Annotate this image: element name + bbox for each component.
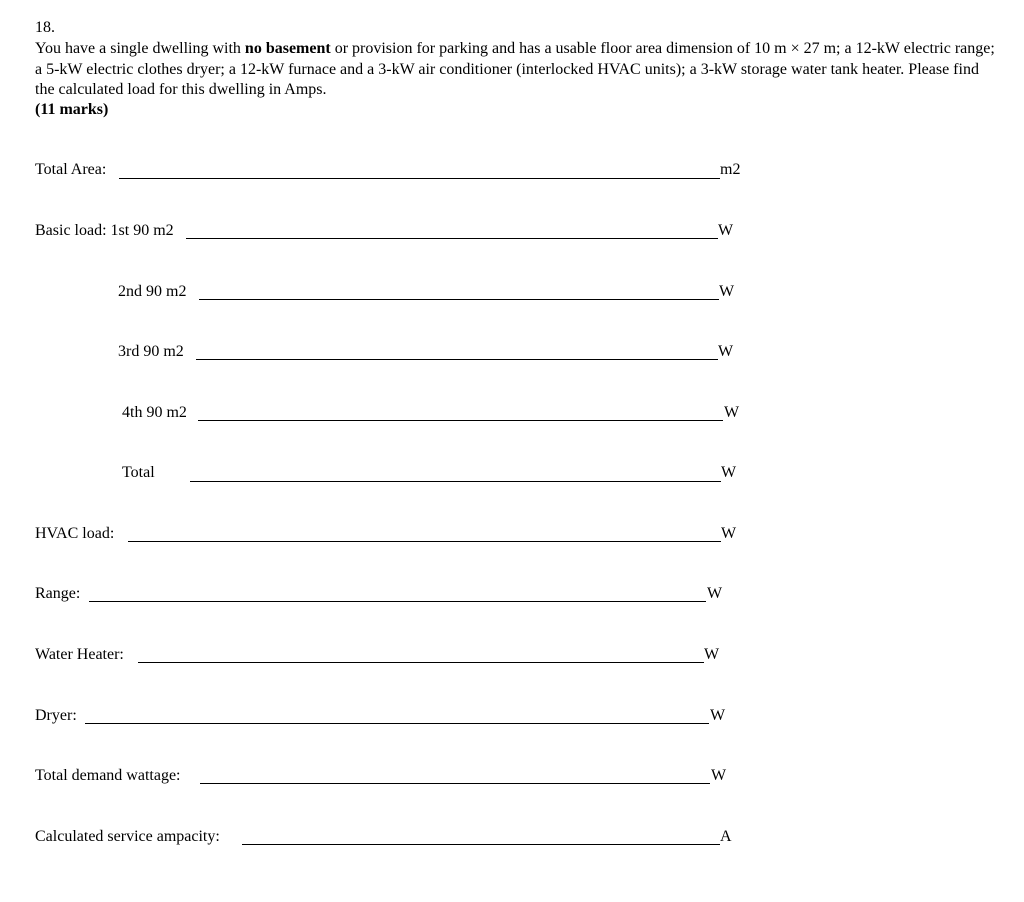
basic-load-4th-unit: W	[724, 404, 740, 421]
basic-load-total-label: Total	[122, 464, 155, 481]
total-demand-label: Total demand wattage:	[35, 767, 181, 784]
question-text	[35, 39, 995, 101]
basic-load-4th-answer-line[interactable]	[198, 420, 723, 421]
question-marks: (11 marks)	[35, 101, 109, 118]
range-label: Range:	[35, 585, 81, 602]
range-unit: W	[707, 585, 723, 602]
basic-load-1st-answer-line[interactable]	[186, 238, 718, 239]
hvac-load-label: HVAC load:	[35, 525, 115, 542]
question-text-bold: no basement	[244, 40, 331, 57]
question-number: 18.	[35, 19, 55, 36]
basic-load-1st-label: Basic load: 1st 90 m2	[35, 222, 174, 239]
hvac-load-unit: W	[721, 525, 737, 542]
dryer-answer-line[interactable]	[85, 723, 709, 724]
water-heater-unit: W	[704, 646, 720, 663]
total-demand-unit: W	[711, 767, 727, 784]
total-area-unit: m2	[720, 161, 741, 178]
basic-load-3rd-unit: W	[718, 343, 734, 360]
basic-load-3rd-label: 3rd 90 m2	[118, 343, 184, 360]
basic-load-total-unit: W	[721, 464, 737, 481]
water-heater-label: Water Heater:	[35, 646, 124, 663]
total-area-answer-line[interactable]	[119, 178, 720, 179]
dryer-unit: W	[710, 707, 726, 724]
basic-load-1st-unit: W	[718, 222, 734, 239]
dryer-label: Dryer:	[35, 707, 77, 724]
total-area-label: Total Area:	[35, 161, 107, 178]
question-text-part-1: You have a single dwelling with	[35, 40, 245, 57]
service-ampacity-unit: A	[720, 828, 732, 845]
service-ampacity-label: Calculated service ampacity:	[35, 828, 220, 845]
basic-load-2nd-label: 2nd 90 m2	[118, 283, 187, 300]
water-heater-answer-line[interactable]	[138, 662, 704, 663]
basic-load-3rd-answer-line[interactable]	[196, 359, 718, 360]
total-demand-answer-line[interactable]	[200, 783, 710, 784]
basic-load-total-answer-line[interactable]	[190, 481, 721, 482]
range-answer-line[interactable]	[89, 601, 706, 602]
hvac-load-answer-line[interactable]	[128, 541, 721, 542]
basic-load-2nd-unit: W	[719, 283, 735, 300]
question-text-part-2: or provision for parking and has a usable floor area dimension of 10 m × 27 m; a 12-kW electric range; a 5-kW electric clothes dryer; a 12-kW furnace and a 3-kW air conditioner (interlocked HVAC units); a 3-kW storage water tank heater. Please find the calculated load for this dwelling in Amps.	[35, 40, 995, 98]
basic-load-4th-label: 4th 90 m2	[122, 404, 187, 421]
basic-load-2nd-answer-line[interactable]	[199, 299, 719, 300]
service-ampacity-answer-line[interactable]	[242, 844, 720, 845]
